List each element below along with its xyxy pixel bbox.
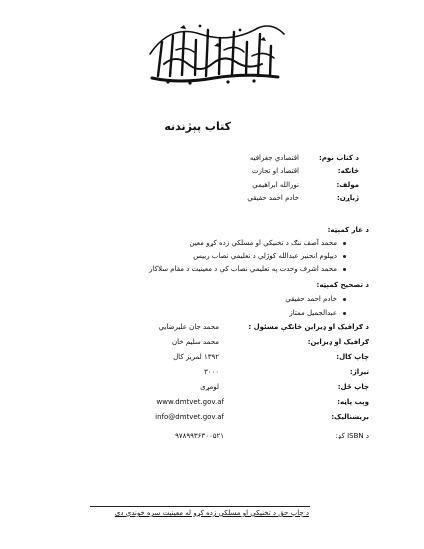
- review-member-text: دیپلوم انجنیر عبدالله کوژلي د تعلیمي نصاب رییس: [193, 252, 337, 260]
- print-year-value: ۱۳۹۲ لمریز کال: [173, 353, 219, 361]
- copyright-notice: د چاپ حق د تخنیکي او مسلکي زده کړو له معینیت سره خوندي دی: [114, 509, 309, 517]
- author-label: مولف:: [336, 181, 359, 189]
- website-label: وېب پاڼه:: [337, 398, 369, 406]
- author-value: نورالله ابراهیمي: [252, 181, 299, 189]
- review-member-text: محمد اشرف وحدت په تعلیمي نصاب کې د معینیت د مقام سلاکار: [149, 265, 337, 273]
- bismillah-calligraphy: [140, 20, 290, 86]
- review-member: [189, 238, 346, 248]
- circulation-value: ۳۰۰۰: [203, 368, 219, 376]
- translator-label: ژباړن:: [336, 194, 359, 202]
- designer-label: ګرافیک او ډیزاین:: [307, 338, 369, 346]
- book-name-value: اقتصادي جغرافیه: [249, 154, 299, 162]
- correction-member-text: عبدالجمیل ممتاز: [289, 309, 337, 317]
- page-title: کتاب پېژندنه: [164, 120, 231, 133]
- website-link[interactable]: www.dmtvet.gov.af: [156, 398, 224, 406]
- field-value: اقتصاد او تجارت: [251, 167, 299, 175]
- isbn-label: د ISBN کډ:: [335, 432, 369, 440]
- correction-committee-heading: د تصحیح کمېټه:: [316, 281, 369, 289]
- print-year-label: چاپ کال:: [336, 353, 369, 361]
- bullet-icon: [343, 298, 346, 301]
- bullet-icon: [343, 255, 346, 258]
- correction-member-text: خادم احمد حقیقي: [285, 295, 337, 303]
- isbn-value: ۹۷۸۹۹۳۶۳۰۰۵۲۱: [175, 432, 224, 440]
- graphics-lead-label: د ګرافیک او ډیزاین څانګې مسئول :: [248, 323, 369, 331]
- designer-value: محمد سلیم خان: [172, 338, 219, 346]
- review-member: [193, 251, 346, 261]
- bullet-icon: [343, 242, 346, 245]
- book-name-label: د کتاب نوم:: [318, 154, 359, 162]
- review-member-text: محمد آصف ننګ د تخنیکي او مسلکي زده کړو معین: [189, 239, 337, 247]
- footer-divider: [90, 506, 310, 507]
- bullet-icon: [343, 268, 346, 271]
- email-label: بریښنالیک:: [331, 413, 369, 421]
- review-committee-heading: د غار کمېټه:: [327, 226, 369, 234]
- email-link[interactable]: info@dmtvet.gov.af: [155, 413, 224, 421]
- edition-label: چاپ ځل:: [337, 383, 369, 391]
- edition-value: لومړی: [200, 383, 219, 391]
- bullet-icon: [343, 312, 346, 315]
- circulation-label: تیراژ:: [349, 368, 369, 376]
- correction-member: [289, 308, 346, 318]
- translator-value: خادم احمد حقیقي: [247, 194, 299, 202]
- field-label: څانګه:: [337, 167, 359, 175]
- review-member: [149, 264, 346, 274]
- graphics-lead-value: محمد جان علیرضایي: [158, 323, 219, 331]
- correction-member: [285, 294, 346, 304]
